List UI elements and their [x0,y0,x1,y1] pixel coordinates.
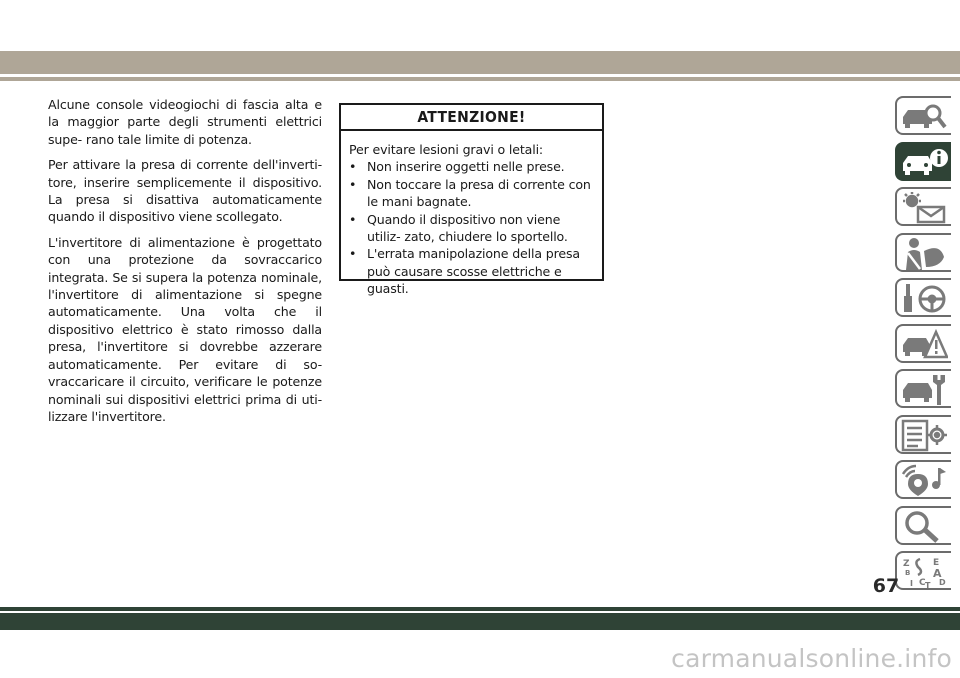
warning-list [349,158,595,297]
warning-body [341,131,602,298]
warning-item: • Non inserire oggetti nelle prese. [349,158,595,175]
warning-title: ATTENZIONE! [341,105,602,131]
index-letter: A [933,567,942,580]
car-warning-triangle-icon [900,328,948,361]
index-letter: I [910,579,913,588]
index-letter: E [933,558,940,568]
warning-item: • Quando il dispositivo non viene utiliz- zato, chiudere lo sportello. [349,211,595,246]
tab-maintenance[interactable] [895,369,951,408]
car-search-icon [900,100,948,133]
paragraph-3: L'invertitore di alimentazione è progettato con una protezione da sovraccarico integrata. Se si supera la potenza nominale, l'invertitore di alimentazione si spegne automaticamente. Una volta che il dispositivo elettrico è stato rimosso dalla presa, l'invertitore si dovrebbe azzerare automaticamente. Per evitare di so- vraccaricare il circuito, verificare le potenze nominali sui dispositivi elettrici prima di uti- lizzare l'invertitore. [48,234,322,424]
watermark: carmanualsonline.info [671,644,952,673]
tab-specifications[interactable] [895,415,951,454]
top-header-rule [0,77,960,81]
warning-item: • L'errata manipolazione della presa può causare scosse elettriche e guasti. [349,245,595,297]
paragraph-1: Alcune console videogiochi di fascia alta e la maggior parte degli strumenti elettrici supe- rano tale limite di potenza. [48,97,322,147]
page-number: 67 [872,575,900,597]
warning-item: • Non toccare la presa di corrente con le mani bagnate. [349,176,595,211]
tab-car-info[interactable] [895,142,951,181]
index-letter: Z [903,559,910,569]
tab-emergency[interactable] [895,324,951,363]
tab-multimedia[interactable] [895,460,951,499]
checklist-gear-icon [900,419,948,452]
tab-index-search[interactable] [895,506,951,545]
tab-car-search[interactable] [895,96,951,135]
seatbelt-airbag-icon [900,237,948,270]
warning-box [339,103,604,297]
multimedia-music-icon [900,464,948,497]
index-letter: B [905,569,911,577]
car-wrench-icon [900,373,948,406]
steering-wheel-key-icon [900,282,948,315]
warning-light-message-icon [900,191,948,224]
chapter-tabs [895,96,951,597]
index-letter: T [925,581,931,588]
bottom-footer-rule [0,607,960,611]
top-header-band [0,51,960,74]
left-text-column [48,96,322,433]
magnifier-icon [900,510,948,543]
warning-intro: Per evitare lesioni gravi o letali: [349,142,544,157]
tab-safety[interactable] [895,233,951,272]
car-info-icon [900,146,948,179]
paragraph-2: Per attivare la presa di corrente dell'inverti- tore, inserire semplicemente il dispositivo. La presa si disattiva automaticamente quando il dispositivo viene scollegato. [48,157,322,225]
tab-warning-lights[interactable] [895,187,951,226]
index-letter: C [919,578,926,588]
tab-driving[interactable] [895,278,951,317]
index-letter: D [939,578,946,587]
alphabet-index-icon [900,555,948,588]
bottom-footer-band [0,613,960,630]
